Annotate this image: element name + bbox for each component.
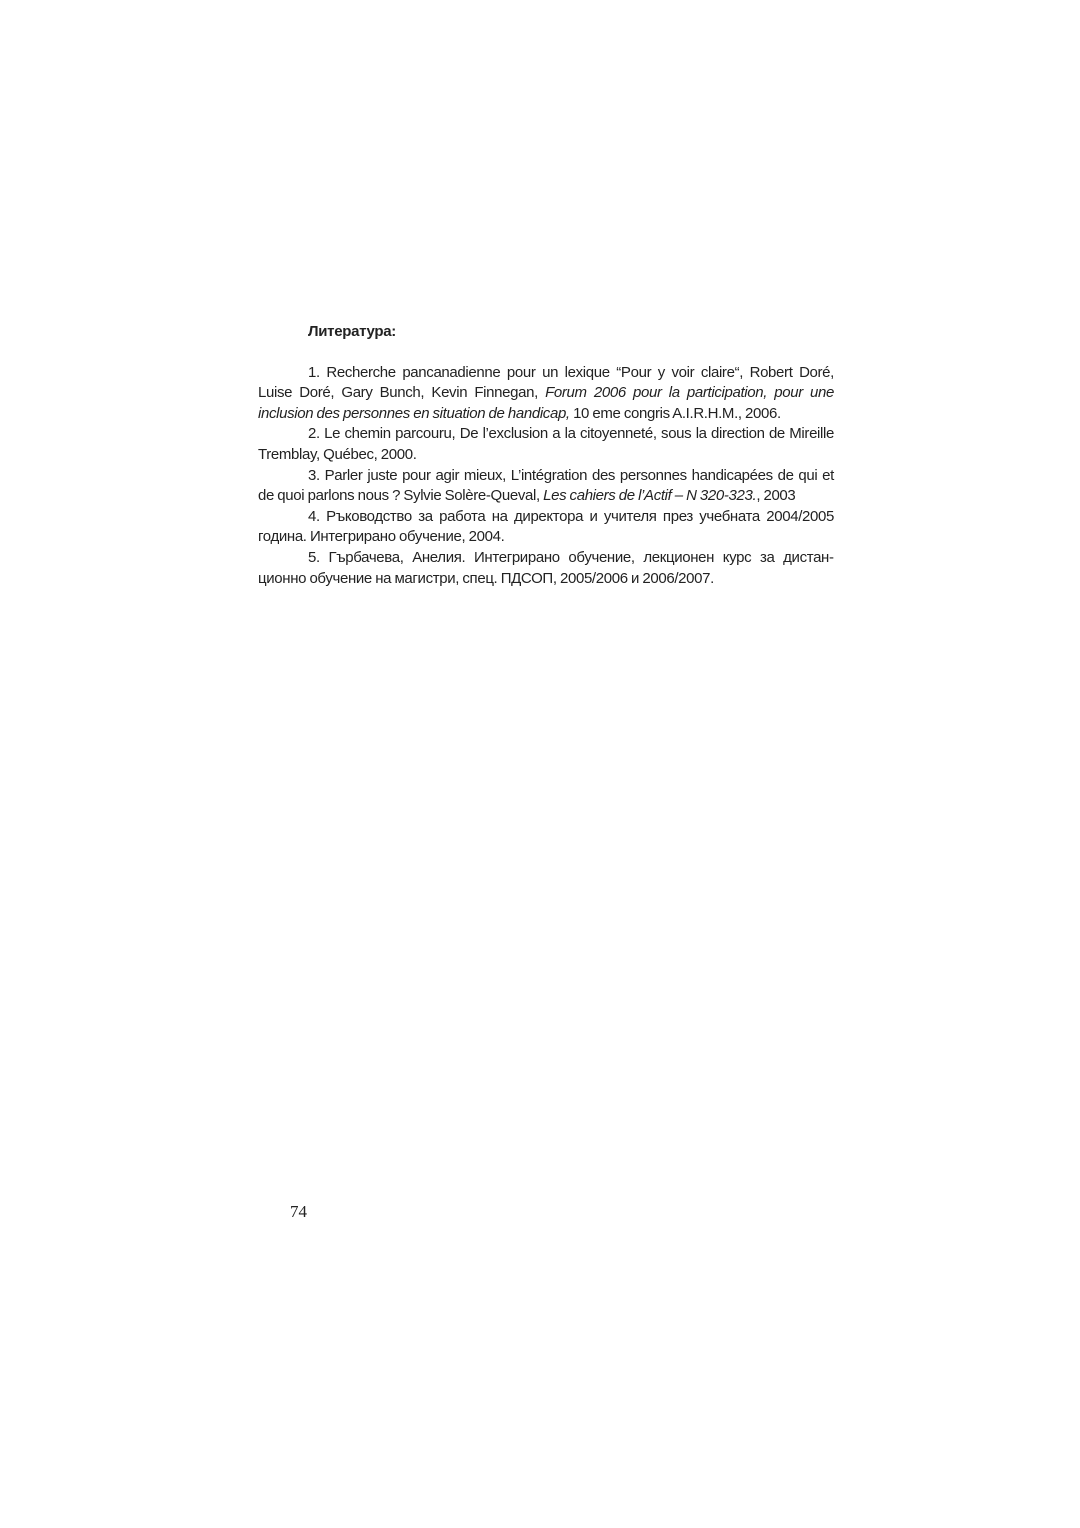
reference-text: 4. Ръководство за работа на директора и учителя през учебната 2004/2005 година. Интегрирано обучение, 2004. <box>258 507 834 546</box>
reference-text: 2. Le chemin parcouru, De l’exclusion a la citoyenneté, sous la direction de Mireille Tremblay, Québec, 2000. <box>258 425 834 463</box>
reference-title-italic: Les cahiers de l’Actif – N 320-323. <box>543 487 757 505</box>
reference-text: 10 eme congris A.I.R.H.M., 2006. <box>569 404 781 422</box>
reference-title-italic: Forum 2006 pour la participation, pour une inclusion des personnes en situation de handicap, <box>258 384 834 422</box>
reference-item-4 <box>258 507 834 548</box>
reference-list <box>258 363 834 590</box>
page-number: 74 <box>290 1202 307 1221</box>
reference-text: 5. Гърбачева, Анелия. Интегрирано обучение, лекционен курс за дистанционно обучение на магистри, спец. ПДСОП, 2005/2006 и 2006/2007. <box>258 548 834 587</box>
section-heading: Литература: <box>308 323 397 340</box>
reference-text: , 2003 <box>756 487 796 505</box>
reference-text: 3. Parler juste pour agir mieux, L’intégration des personnes handicapées de qui et de quoi parlons nous ? Sylvie Solère-Queval, <box>258 466 834 505</box>
reference-item-5 <box>258 548 834 589</box>
references-section <box>258 322 834 589</box>
reference-item-3 <box>258 466 834 507</box>
reference-item-2 <box>258 424 834 465</box>
reference-text: 1. Recherche pancanadienne pour un lexique “Pour y voir claire“, Robert Doré, Luise Doré, Gary Bunch, Kevin Finnegan, <box>258 363 834 402</box>
reference-item-1 <box>258 363 834 425</box>
